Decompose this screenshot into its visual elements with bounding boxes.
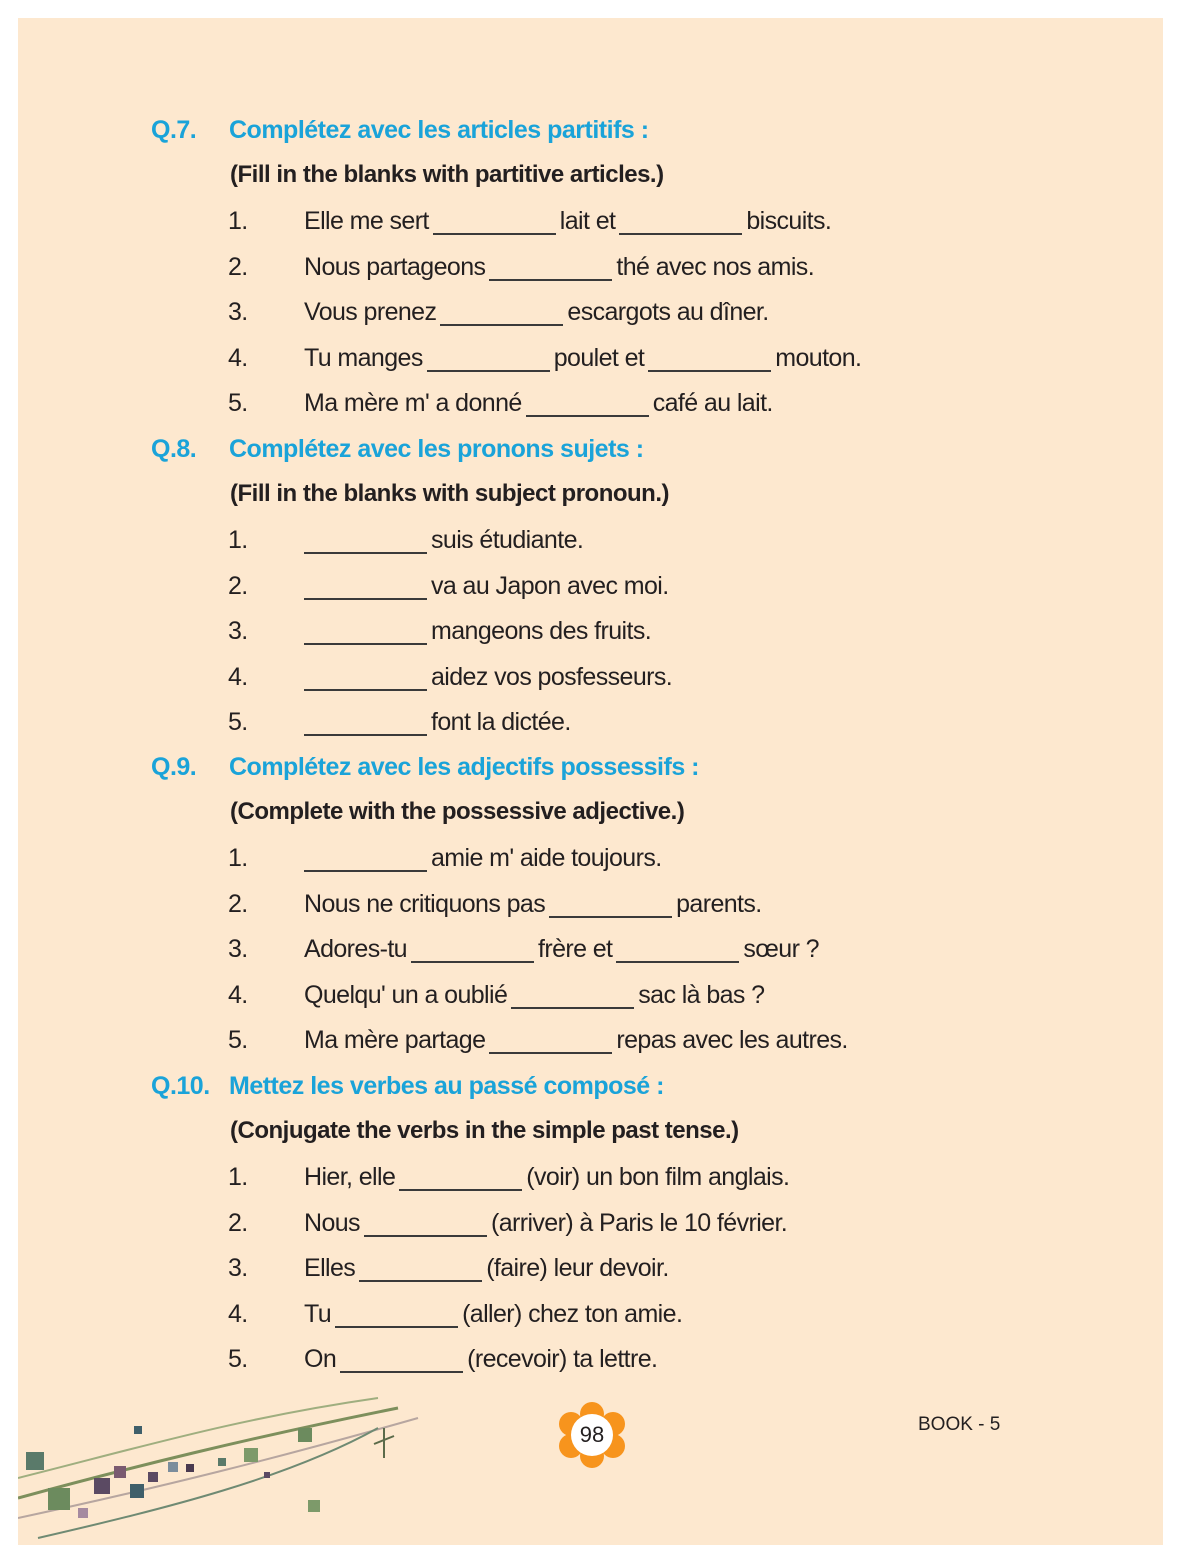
item-sentence — [304, 1341, 657, 1377]
question-number: Q.10. — [151, 1072, 210, 1100]
answer-blank[interactable] — [364, 1235, 487, 1237]
answer-blank[interactable] — [489, 1052, 612, 1054]
sentence-part: mouton. — [775, 343, 862, 372]
exercise-item — [18, 1159, 1163, 1195]
question-heading — [151, 749, 699, 785]
item-number: 4. — [228, 662, 248, 691]
exercise-item — [18, 659, 1163, 695]
exercise-item — [18, 249, 1163, 285]
item-sentence — [304, 1022, 848, 1058]
sentence-part: Adores-tu — [304, 935, 407, 964]
exercise-item — [18, 385, 1163, 421]
sentence-part: repas avec les autres. — [616, 1026, 848, 1055]
item-number: 1. — [228, 844, 248, 872]
answer-blank[interactable] — [489, 279, 612, 281]
item-sentence — [304, 704, 571, 740]
item-sentence — [304, 1205, 787, 1241]
exercise-item — [18, 931, 1163, 967]
sentence-part: Quelqu' un a oublié — [304, 980, 508, 1009]
page-number-badge — [556, 1402, 628, 1468]
item-number: 3. — [228, 298, 248, 327]
answer-blank[interactable] — [616, 961, 739, 963]
answer-blank[interactable] — [340, 1371, 463, 1373]
sentence-part: parents. — [676, 889, 762, 918]
question-instruction: (Fill in the blanks with partitive articles.) — [230, 161, 664, 188]
item-number: 3. — [228, 935, 248, 964]
answer-blank[interactable] — [335, 1326, 458, 1328]
item-number: 1. — [228, 1163, 248, 1191]
item-number: 5. — [228, 708, 248, 737]
sentence-part: Elle me sert — [304, 207, 429, 235]
item-number: 4. — [228, 343, 248, 372]
worksheet-page — [18, 18, 1163, 1545]
sentence-part: Elles — [304, 1254, 356, 1283]
item-sentence — [304, 1296, 682, 1332]
item-sentence — [304, 1159, 789, 1195]
exercise-item — [18, 522, 1163, 558]
answer-blank[interactable] — [304, 870, 427, 872]
item-sentence — [304, 340, 861, 376]
item-number: 2. — [228, 889, 248, 918]
question-instruction: (Fill in the blanks with subject pronoun.) — [230, 480, 669, 507]
answer-blank[interactable] — [648, 370, 771, 372]
item-number: 4. — [228, 980, 248, 1009]
sentence-part: Nous ne critiquons pas — [304, 889, 546, 918]
sentence-part: café au lait. — [652, 389, 773, 418]
item-number: 1. — [228, 207, 248, 235]
question-title: Complétez avec les pronons sujets : — [229, 435, 644, 463]
question-heading — [151, 112, 649, 148]
sentence-part: va au Japon avec moi. — [431, 571, 669, 600]
answer-blank[interactable] — [427, 370, 550, 372]
item-number: 5. — [228, 1345, 248, 1374]
sentence-part: Tu — [304, 1299, 332, 1328]
question-number: Q.8. — [151, 435, 197, 463]
item-number: 2. — [228, 1208, 248, 1237]
item-number: 3. — [228, 1254, 248, 1283]
answer-blank[interactable] — [304, 598, 427, 600]
item-number: 2. — [228, 252, 248, 281]
exercise-item — [18, 340, 1163, 376]
item-number: 5. — [228, 1026, 248, 1055]
answer-blank[interactable] — [399, 1189, 522, 1191]
exercise-item — [18, 613, 1163, 649]
book-label: BOOK - 5 — [918, 1414, 1001, 1435]
decorative-swirl — [18, 1388, 438, 1545]
item-sentence — [304, 613, 651, 649]
answer-blank[interactable] — [511, 1007, 634, 1009]
exercise-item — [18, 1250, 1163, 1286]
sentence-part: On — [304, 1345, 337, 1374]
question-title: Mettez les verbes au passé composé : — [229, 1072, 664, 1100]
sentence-part: thé avec nos amis. — [616, 252, 815, 281]
item-sentence — [304, 977, 764, 1013]
sentence-part: Ma mère m' a donné — [304, 389, 522, 418]
sentence-part: poulet et — [553, 343, 645, 372]
exercise-item — [18, 294, 1163, 330]
exercise-item — [18, 1022, 1163, 1058]
exercise-item — [18, 1341, 1163, 1377]
item-number: 3. — [228, 617, 248, 646]
exercise-item — [18, 977, 1163, 1013]
item-sentence — [304, 294, 769, 330]
item-sentence — [304, 886, 762, 922]
sentence-part: amie m' aide toujours. — [431, 844, 662, 872]
answer-blank[interactable] — [304, 689, 427, 691]
exercise-item — [18, 840, 1163, 876]
item-sentence — [304, 931, 819, 967]
sentence-part: Nous partageons — [304, 252, 486, 281]
answer-blank[interactable] — [549, 916, 672, 918]
answer-blank[interactable] — [526, 415, 649, 417]
item-sentence — [304, 522, 583, 558]
page-number: 98 — [579, 1422, 605, 1447]
exercise-item — [18, 1296, 1163, 1332]
question-heading — [151, 431, 644, 467]
sentence-part: Hier, elle — [304, 1163, 396, 1191]
sentence-part: mangeons des fruits. — [431, 617, 652, 646]
sentence-part: (aller) chez ton amie. — [462, 1299, 683, 1328]
sentence-part: Nous — [304, 1208, 360, 1237]
sentence-part: (arriver) à Paris le 10 février. — [490, 1208, 788, 1237]
item-sentence — [304, 203, 831, 239]
sentence-part: biscuits. — [746, 207, 832, 235]
sentence-part: sac là bas ? — [638, 980, 765, 1009]
exercise-item — [18, 886, 1163, 922]
item-sentence — [304, 568, 669, 604]
item-sentence — [304, 659, 672, 695]
exercise-item — [18, 1205, 1163, 1241]
sentence-part: Tu manges — [304, 343, 423, 372]
question-instruction: (Conjugate the verbs in the simple past tense.) — [230, 1117, 739, 1144]
exercise-item — [18, 568, 1163, 604]
question-title: Complétez avec les articles partitifs : — [229, 116, 649, 144]
item-number: 2. — [228, 571, 248, 600]
item-number: 1. — [228, 526, 248, 554]
sentence-part: escargots au dîner. — [567, 298, 769, 327]
exercise-item — [18, 203, 1163, 239]
sentence-part: (recevoir) ta lettre. — [467, 1345, 658, 1374]
answer-blank[interactable] — [411, 961, 534, 963]
answer-blank[interactable] — [440, 324, 563, 326]
exercise-item — [18, 704, 1163, 740]
sentence-part: lait et — [559, 207, 616, 235]
item-sentence — [304, 249, 814, 285]
answer-blank[interactable] — [304, 643, 427, 645]
sentence-part: sœur ? — [743, 935, 819, 964]
sentence-part: aidez vos posfesseurs. — [431, 662, 673, 691]
item-number: 4. — [228, 1299, 248, 1328]
sentence-part: font la dictée. — [431, 708, 571, 737]
sentence-part: frère et — [538, 935, 613, 964]
item-sentence — [304, 840, 662, 876]
item-number: 5. — [228, 389, 248, 418]
answer-blank[interactable] — [304, 552, 427, 554]
answer-blank[interactable] — [304, 734, 427, 736]
sentence-part: (faire) leur devoir. — [486, 1254, 669, 1283]
answer-blank[interactable] — [359, 1280, 482, 1282]
sentence-part: Vous prenez — [304, 298, 437, 327]
question-instruction: (Complete with the possessive adjective.) — [230, 798, 685, 825]
question-heading — [151, 1068, 664, 1104]
sentence-part: suis étudiante. — [431, 526, 584, 554]
item-sentence — [304, 385, 773, 421]
item-sentence — [304, 1250, 669, 1286]
sentence-part: (voir) un bon film anglais. — [526, 1163, 790, 1191]
question-number: Q.7. — [151, 116, 197, 144]
question-number: Q.9. — [151, 753, 197, 781]
answer-blank[interactable] — [433, 233, 556, 235]
question-title: Complétez avec les adjectifs possessifs : — [229, 753, 699, 781]
sentence-part: Ma mère partage — [304, 1026, 486, 1055]
answer-blank[interactable] — [619, 233, 742, 235]
